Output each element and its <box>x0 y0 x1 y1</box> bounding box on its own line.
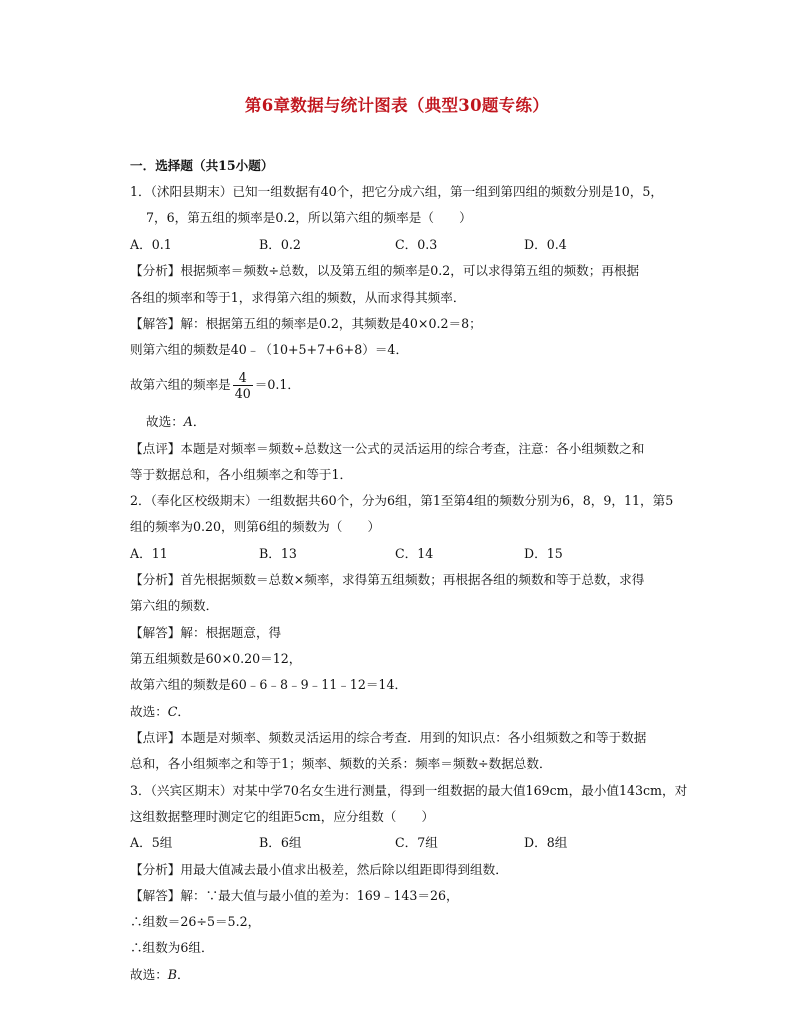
q2-solution-line1: 【解答】解：根据题意，得 <box>130 625 282 640</box>
q2-stem-line1: 2．（奉化区校级期末）一组数据共60个，分为6组，第1至第4组的频数分别为6，8，9，11，第5 <box>130 493 674 508</box>
q3-option-c: C．7组 <box>395 835 438 850</box>
q1-stem-line2: 7，6，第五组的频率是0.2，所以第六组的频率是（ ） <box>146 210 472 225</box>
q2-analysis-line1: 【分析】首先根据频数＝总数×频率，求得第五组频数；再根据各组的频数和等于总数，求得 <box>130 572 645 587</box>
answer-suffix: ． <box>177 704 191 719</box>
q3-solution-line2: ∴组数＝26÷5＝5.2， <box>130 914 261 929</box>
q2-option-b: B．13 <box>259 546 297 561</box>
q2-comment-line2: 总和，各小组频率之和等于1；频率、频数的关系：频率＝频数÷数据总数． <box>130 756 552 771</box>
fraction-numerator: 4 <box>233 370 253 386</box>
q3-stem-line2: 这组数据整理时测定它的组距5cm，应分组数（ ） <box>130 809 435 824</box>
q1-option-d: D．0.4 <box>524 237 567 252</box>
q1-solution-line1: 【解答】解：根据第五组的频率是0.2，其频数是40×0.2＝8； <box>130 316 482 331</box>
q2-option-a: A．11 <box>130 546 168 561</box>
answer-prefix: 故选： <box>130 967 168 982</box>
q1-option-a: A．0.1 <box>130 237 172 252</box>
answer-letter: B <box>167 967 178 982</box>
q1-answer <box>146 413 205 431</box>
fraction <box>233 370 253 401</box>
q2-comment-line1: 【点评】本题是对频率、频数灵活运用的综合考查．用到的知识点：各小组频数之和等于数据 <box>130 730 647 745</box>
q3-solution-line3: ∴组数为6组． <box>130 940 214 955</box>
answer-suffix: ． <box>177 967 190 982</box>
q1-solution-line3-suffix: ＝0.1． <box>254 377 300 392</box>
q1-stem-line1: 1．（沭阳县期末）已知一组数据有40个，把它分成六组，第一组到第四组的频数分别是10，5， <box>130 184 663 199</box>
q2-option-d: D．15 <box>524 546 563 561</box>
q1-comment-line1: 【点评】本题是对频率＝频数÷总数这一公式的灵活运用的综合考查，注意：各小组频数之和 <box>130 441 645 456</box>
page-title: 第6章数据与统计图表（典型30题专练） <box>244 96 550 115</box>
answer-suffix: ． <box>192 414 206 429</box>
q3-option-b: B．6组 <box>259 835 302 850</box>
q2-stem-line2: 组的频率为0.20，则第6组的频数为（ ） <box>130 519 381 534</box>
q1-option-c: C．0.3 <box>395 237 438 252</box>
q2-solution-line2: 第五组频数是60×0.20＝12， <box>130 651 302 666</box>
fraction-denominator: 40 <box>234 386 251 401</box>
q1-solution-line3 <box>130 367 300 403</box>
q1-analysis-line1: 【分析】根据频率＝频数÷总数，以及第五组的频率是0.2，可以求得第五组的频数；再根据 <box>130 263 640 278</box>
q1-solution-line3-prefix: 故第六组的频率是 <box>130 377 231 392</box>
answer-prefix: 故选： <box>130 704 168 719</box>
q1-option-b: B．0.2 <box>259 237 301 252</box>
q1-analysis-line2: 各组的频率和等于1，求得第六组的频数，从而求得其频率． <box>130 290 466 305</box>
q3-option-d: D．8组 <box>524 835 568 850</box>
q2-option-c: C．14 <box>395 546 434 561</box>
q1-comment-line2: 等于数据总和，各小组频率之和等于1． <box>130 467 353 482</box>
q1-solution-line2: 则第六组的频数是40﹣（10+5+7+6+8）＝4． <box>130 342 409 357</box>
q3-stem-line1: 3．（兴宾区期末）对某中学70名女生进行测量，得到一组数据的最大值169cm，最小值143cm，对 <box>130 783 688 798</box>
answer-letter: A <box>183 414 193 429</box>
q2-answer <box>130 703 190 721</box>
q3-analysis-line1: 【分析】用最大值减去最小值求出极差，然后除以组距即得到组数． <box>130 862 508 877</box>
q3-answer <box>130 966 190 984</box>
q3-solution-line1: 【解答】解：∵最大值与最小值的差为：169﹣143＝26， <box>130 888 459 903</box>
q2-analysis-line2: 第六组的频数． <box>130 598 219 613</box>
section-heading: 一．选择题（共15小题） <box>130 158 274 173</box>
answer-prefix: 故选： <box>146 414 184 429</box>
q2-solution-line3: 故第六组的频数是60﹣6﹣8﹣9﹣11﹣12＝14． <box>130 677 408 692</box>
answer-letter: C <box>167 704 178 719</box>
q3-option-a: A．5组 <box>130 835 173 850</box>
